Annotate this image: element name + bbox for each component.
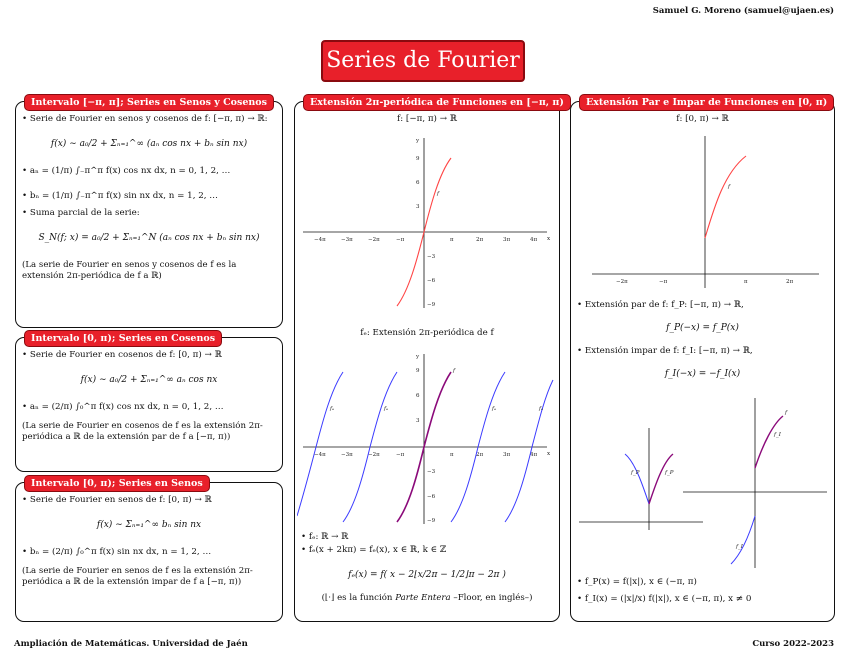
x-tick: −2π <box>368 452 380 458</box>
x-tick: −2π <box>616 279 628 285</box>
y-tick: 6 <box>416 180 420 186</box>
x-tick: 3π <box>503 452 511 458</box>
panel-title: Intervalo [0, π); Series en Senos <box>24 475 210 492</box>
x-tick: π <box>450 237 454 243</box>
x-axis-label: x <box>547 451 551 457</box>
plot-f <box>297 130 559 310</box>
label-f: f <box>437 191 440 197</box>
bullet-fe-domain: • fₑ: ℝ → ℝ <box>301 532 349 542</box>
x-tick: −π <box>659 279 668 285</box>
panel-title: Extensión Par e Impar de Funciones en [0, π) <box>579 94 834 111</box>
bn-formula: • bₙ = (1/π) ∫₋π^π f(x) sin nx dx, n = 1, 2, … <box>22 191 218 201</box>
curve-fp-right <box>649 454 673 504</box>
fi-formula: • f_I(x) = (|x|/x) f(|x|), x ∈ (−π, π), x ≠ 0 <box>577 593 752 604</box>
panel-cosine-series <box>15 333 283 472</box>
panel-note: (La serie de Fourier en senos de f es la extensión 2π-periódica a ℝ de la extensión impar de f a [−π, π)) <box>22 566 253 587</box>
x-tick: −3π <box>341 452 353 458</box>
caption-f: f: [0, π) → ℝ <box>676 114 729 124</box>
y-tick: −9 <box>427 302 436 308</box>
x-tick: 4π <box>530 452 538 458</box>
y-tick: −6 <box>427 278 436 284</box>
series-formula: f(x) ∼ a₀/2 + Σₙ₌₁^∞ (aₙ cos nx + bₙ sin nx) <box>50 138 248 149</box>
x-tick: −π <box>396 452 405 458</box>
y-tick: 3 <box>416 418 420 424</box>
y-tick: 6 <box>416 393 420 399</box>
odd-eq: f_I(−x) = −f_I(x) <box>664 369 741 379</box>
label-fe: fₑ <box>492 406 497 412</box>
x-tick: π <box>744 279 748 285</box>
label-f: f <box>453 368 456 374</box>
y-tick: −3 <box>427 254 436 260</box>
fp-formula: • f_P(x) = f(|x|), x ∈ (−π, π) <box>577 577 697 587</box>
an-formula: • aₙ = (1/π) ∫₋π^π f(x) cos nx dx, n = 0, 1, 2, … <box>22 166 231 177</box>
label-f: f <box>785 410 788 416</box>
x-tick-labels <box>314 452 537 458</box>
x-tick: 2π <box>786 279 794 285</box>
panel-fourier-full <box>15 97 283 328</box>
x-tick: 2π <box>476 452 484 458</box>
intro-text: • Serie de Fourier en cosenos de f: [0, π) → ℝ <box>22 350 222 360</box>
label-fe: fₑ <box>384 406 389 412</box>
y-axis-label: y <box>416 138 420 144</box>
curve-f <box>705 156 746 238</box>
curve-fi-right <box>755 416 783 468</box>
x-tick: −π <box>396 237 405 243</box>
label-fp: f_P <box>665 470 674 476</box>
bn-formula: • bₙ = (2/π) ∫₀^π f(x) sin nx dx, n = 1, 2, … <box>22 547 212 558</box>
footer-left: Ampliación de Matemáticas. Universidad de Jaén <box>14 639 248 649</box>
x-tick: −4π <box>314 452 326 458</box>
x-tick: π <box>450 452 454 458</box>
an-formula: • aₙ = (2/π) ∫₀^π f(x) cos nx dx, n = 0, 1, 2, … <box>22 402 224 413</box>
intro-text: • Serie de Fourier en senos y cosenos de f: [−π, π) → ℝ: <box>22 114 268 124</box>
panel-note: (La serie de Fourier en cosenos de f es la extensión 2π-periódica a ℝ de la extensión par de f a [−π, π)) <box>22 421 263 442</box>
author-header: Samuel G. Moreno (samuel@ujaen.es) <box>652 6 834 16</box>
floor-note <box>301 593 553 604</box>
x-tick: −4π <box>314 237 326 243</box>
note-emphasis: Parte Entera <box>395 593 451 603</box>
y-tick: 9 <box>416 156 420 162</box>
caption-fe: fₑ: Extensión 2π-periódica de f <box>360 328 494 338</box>
y-tick: −9 <box>427 518 436 524</box>
panel-title: Intervalo [0, π); Series en Cosenos <box>24 330 222 347</box>
caption-f: f: [−π, π) → ℝ <box>397 114 457 124</box>
series-formula: f(x) ∼ Σₙ₌₁^∞ bₙ sin nx <box>96 519 202 530</box>
label-f: f <box>728 184 731 190</box>
curve-fp-left <box>625 454 649 504</box>
y-axis-label: y <box>416 354 420 360</box>
x-tick: 3π <box>503 237 511 243</box>
partial-formula: S_N(f; x) = a₀/2 + Σₙ₌₁^N (aₙ cos nx + bₙ sin nx) <box>38 232 260 243</box>
x-tick-labels <box>314 237 537 243</box>
fe-formula: fₑ(x) = f( x − 2⌊x/2π − 1/2⌋π − 2π ) <box>348 569 506 580</box>
panel-even-odd-extension <box>570 97 835 622</box>
note-part: (⌊·⌋ es la función <box>321 593 396 603</box>
x-tick: −3π <box>341 237 353 243</box>
series-formula: f(x) ∼ a₀/2 + Σₙ₌₁^∞ aₙ cos nx <box>80 374 218 385</box>
y-tick: 3 <box>416 204 420 210</box>
label-fi: f_I <box>774 432 781 438</box>
x-tick: 2π <box>476 237 484 243</box>
plot-fi <box>679 392 829 572</box>
note-part: –Floor, en inglés–) <box>450 593 533 603</box>
even-def: • Extensión par de f: f_P: [−π, π) → ℝ, <box>577 300 744 310</box>
plot-fe <box>297 346 559 526</box>
y-tick-labels <box>416 368 436 524</box>
y-tick: −3 <box>427 469 436 475</box>
odd-def: • Extensión impar de f: f_I: [−π, π) → ℝ, <box>577 346 753 357</box>
x-tick: −2π <box>368 237 380 243</box>
partial-label: • Suma parcial de la serie: <box>22 207 140 218</box>
page-title: Series de Fourier <box>321 40 525 82</box>
x-axis-label: x <box>547 236 551 242</box>
label-fe: fₑ <box>330 406 335 412</box>
y-tick: −6 <box>427 494 436 500</box>
panel-note: (La serie de Fourier en senos y cosenos de f es la extensión 2π-periódica de f a ℝ) <box>22 260 237 281</box>
plot-f-halfrange <box>574 128 832 298</box>
intro-text: • Serie de Fourier en senos de f: [0, π) → ℝ <box>22 495 212 505</box>
panel-title: Intervalo [−π, π]; Series en Senos y Cosenos <box>24 94 274 111</box>
bullet-fe-periodic: • fₑ(x + 2kπ) = fₑ(x), x ∈ ℝ, k ∈ ℤ <box>301 544 447 555</box>
footer-right: Curso 2022-2023 <box>752 639 834 649</box>
label-fp: f_P <box>631 470 640 476</box>
panel-title: Extensión 2π-periódica de Funciones en [−π, π) <box>303 94 571 111</box>
y-tick: 9 <box>416 368 420 374</box>
panel-sine-series <box>15 478 283 622</box>
label-fi: f_I <box>736 544 743 550</box>
panel-periodic-extension <box>294 97 564 622</box>
x-tick: 4π <box>530 237 538 243</box>
label-fe: fₑ <box>539 406 544 412</box>
curve-fi-left <box>731 516 755 564</box>
even-eq: f_P(−x) = f_P(x) <box>666 322 739 333</box>
